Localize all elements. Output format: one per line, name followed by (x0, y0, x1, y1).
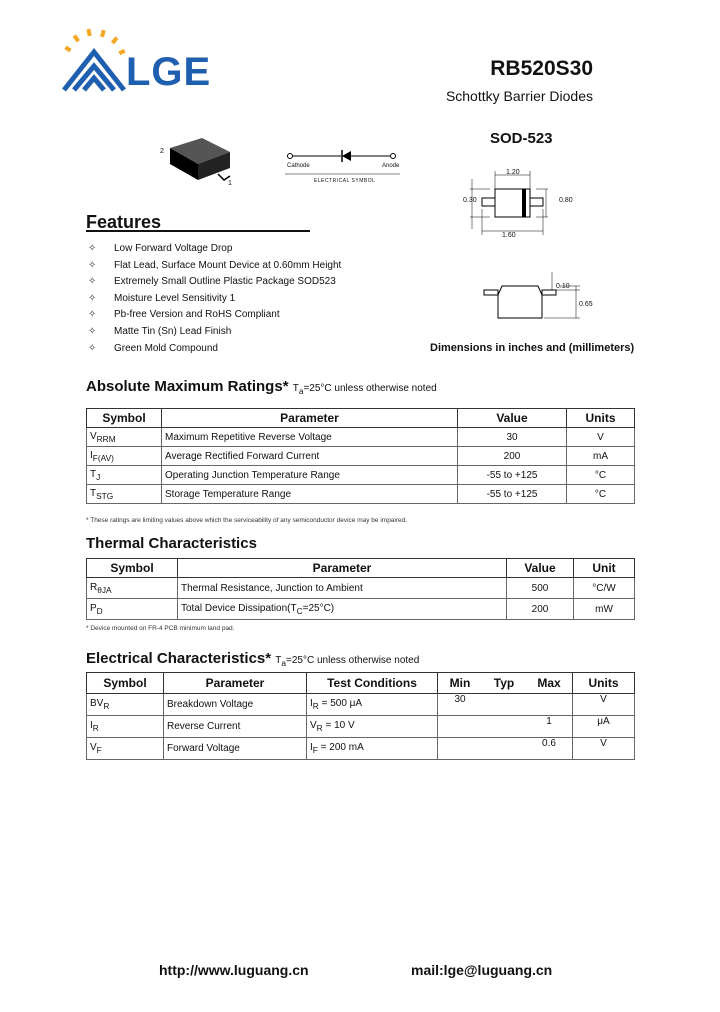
dim-lead-thickness: 0.10 (556, 283, 570, 290)
dimensions-caption: Dimensions in inches and (millimeters) (430, 342, 635, 354)
list-item: ✧ Green Mold Compound (88, 341, 341, 358)
pin-2-label: 2 (160, 148, 164, 155)
pin-1-label: 1 (228, 180, 232, 187)
star-bullet-icon: ✧ (88, 325, 97, 337)
dim-top-width: 1.20 (506, 169, 520, 176)
star-bullet-icon: ✧ (88, 243, 97, 254)
features-title: Features (86, 212, 162, 232)
website-link[interactable]: http://www.luguang.cn (159, 962, 309, 978)
part-subtitle: Schottky Barrier Diodes (445, 88, 593, 104)
table-header-row: Symbol Parameter Value Unit (87, 559, 635, 578)
dim-body-length: 1.60 (502, 232, 516, 239)
electrical-symbol-caption: ELECTRICAL SYMBOL (314, 178, 376, 184)
dim-lead-width: 0.30 (463, 197, 477, 204)
table-row: $T_J$ Operating Junction Temperature Range -55 to +125 °C (87, 466, 635, 485)
email-link[interactable]: mail:lge@luguang.cn (411, 962, 553, 978)
dim-profile-height: 0.65 (579, 301, 593, 308)
features-list (88, 241, 341, 357)
package-title: SOD-523 (490, 130, 553, 147)
lge-logo-icon (60, 24, 128, 94)
list-item: ✧ Pb-free Version and RoHS Compliant (88, 307, 341, 324)
thermal-footnote: * Device mounted on FR-4 PCB minimum land pad. (86, 625, 235, 632)
star-bullet-icon: ✧ (88, 259, 97, 271)
list-item: ✧ Matte Tin (Sn) Lead Finish (88, 324, 341, 341)
cathode-label: Cathode (287, 163, 310, 169)
table-row: $I_R$ Reverse Current $V_R = 10$ V 1 μA (87, 716, 635, 738)
thermal-table (86, 558, 635, 620)
table-header-row: Symbol Parameter Value Units (87, 409, 635, 428)
logo-text: LGE (126, 50, 212, 94)
star-bullet-icon: ✧ (88, 292, 97, 304)
star-bullet-icon: ✧ (88, 342, 97, 354)
star-bullet-icon: ✧ (88, 309, 97, 321)
table-row: $I_{F(AV)}$ Average Rectified Forward Current 200 mA (87, 447, 635, 466)
features-underline (86, 230, 310, 232)
list-item: ✧ Extremely Small Outline Plastic Package SOD523 (88, 274, 341, 291)
abs-max-footnote: * These ratings are limiting values above which the serviceability of any semiconductor device may be impaired. (86, 517, 408, 524)
table-row: $P_D$ Total Device $Dissipation(T_C=25^\circ C)$ 200 mW (87, 599, 635, 620)
list-item: ✧ Low Forward Voltage Drop (88, 241, 341, 258)
package-side-view-drawing (480, 272, 590, 332)
table-row: $V_{RRM}$ Maximum Repetitive Reverse Voltage 30 V (87, 428, 635, 447)
part-number: RB520S30 (490, 57, 593, 80)
table-row: $V_F$ Forward Voltage $I_F = 200$ mA 0.6 V (87, 738, 635, 760)
abs-max-title: Absolute Maximum Ratings* $T_a=25^\circ C$ unless otherwise noted (86, 378, 437, 396)
table-row: $BV_R$ Breakdown Voltage $I_R = 500$ μA 30 V (87, 694, 635, 716)
electrical-table (86, 672, 635, 760)
list-item: ✧ Flat Lead, Surface Mount Device at 0.60mm Height (88, 258, 341, 275)
table-row: $T_{STG}$ Storage Temperature Range -55 to +125 °C (87, 485, 635, 504)
star-bullet-icon: ✧ (88, 276, 97, 288)
anode-label: Anode (382, 163, 400, 169)
list-item: ✧ Moisture Level Sensitivity 1 (88, 291, 341, 308)
dim-height: 0.80 (559, 197, 573, 204)
table-row: $R_{\theta JA}$ Thermal Resistance, Junction to Ambient 500 °C/W (87, 578, 635, 599)
table-header-row: Symbol Parameter Test Conditions Min Typ Max Units (87, 673, 635, 694)
abs-max-table (86, 408, 635, 504)
thermal-title: Thermal Characteristics (86, 535, 257, 552)
package-3d-drawing (158, 136, 238, 190)
electrical-title: Electrical Characteristics* $T_a=25^\circ C$ unless otherwise noted (86, 650, 420, 668)
